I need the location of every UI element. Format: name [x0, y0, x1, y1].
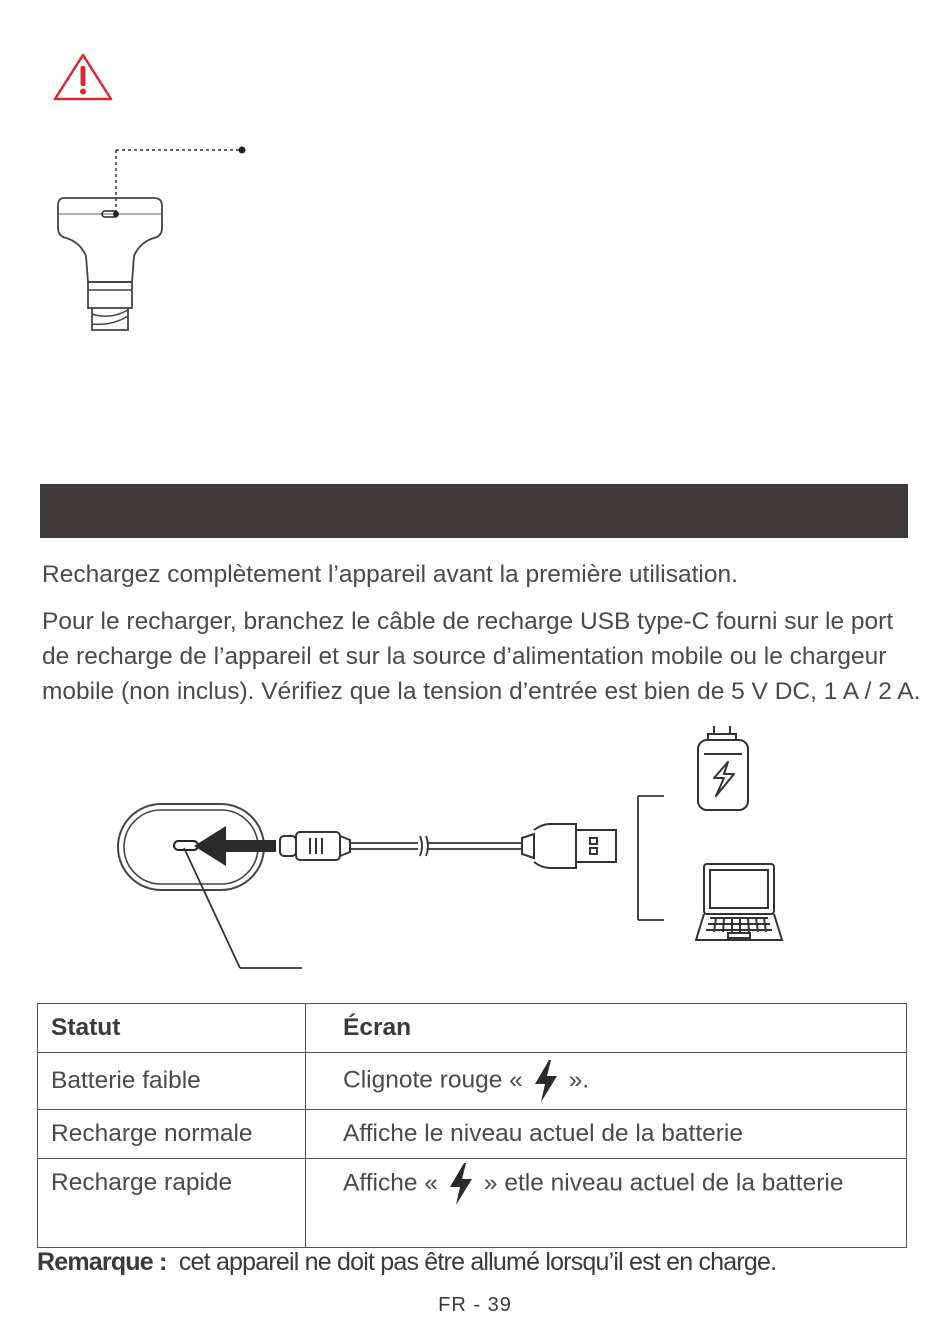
status-cell: Recharge rapide: [38, 1159, 306, 1248]
screen-cell: [306, 1053, 907, 1110]
table-header-status: Statut: [38, 1004, 306, 1053]
usb-c-plug: [280, 832, 350, 860]
screen-text-after: ».: [568, 1066, 590, 1094]
device-top-view: [118, 804, 302, 968]
note-text: cet appareil ne doit pas être allumé lorsqu’il est en charge.: [178, 1248, 777, 1276]
screen-cell: [306, 1159, 907, 1248]
section-header-bar: [40, 484, 908, 538]
lightning-icon: [448, 1163, 474, 1205]
charging-diagram: [110, 720, 810, 980]
screen-text-before: Clignote rouge «: [343, 1066, 523, 1094]
intro-paragraph-1: Rechargez complètement l’appareil avant la première utilisation.: [42, 561, 738, 588]
usb-cable: [350, 836, 522, 856]
table-row: [38, 1053, 907, 1110]
page-number: FR - 39: [438, 1294, 512, 1316]
status-table: [37, 1003, 907, 1248]
intro-paragraph-2: Pour le recharger, branchez le câble de recharge USB type-C fourni sur le port de recharge de l’appareil et sur la source d’alimentation mobile ou le chargeur mobile (non inclus). Vérifiez que la tension d’entrée est bien de 5 V DC, 1 A / 2 A.: [42, 608, 921, 705]
warning-icon: [52, 52, 114, 102]
table-row: [38, 1110, 907, 1159]
power-bank-icon: [698, 726, 748, 810]
device-illustration: [50, 140, 260, 340]
usb-a-plug: [522, 824, 616, 868]
table-header-screen: Écran: [306, 1004, 907, 1053]
table-row: [38, 1159, 907, 1248]
status-cell: Recharge normale: [38, 1110, 306, 1159]
screen-cell: Affiche le niveau actuel de la batterie: [306, 1110, 907, 1159]
screen-text-after: » etle niveau actuel de la batterie: [483, 1169, 844, 1197]
laptop-icon: [696, 864, 782, 940]
source-bracket: [638, 796, 664, 920]
lightning-icon: [533, 1060, 559, 1102]
table-header-row: [38, 1004, 907, 1053]
note: [37, 1248, 776, 1277]
status-cell: Batterie faible: [38, 1053, 306, 1110]
note-label: Remarque :: [37, 1248, 167, 1276]
screen-text-before: Affiche «: [343, 1169, 438, 1197]
